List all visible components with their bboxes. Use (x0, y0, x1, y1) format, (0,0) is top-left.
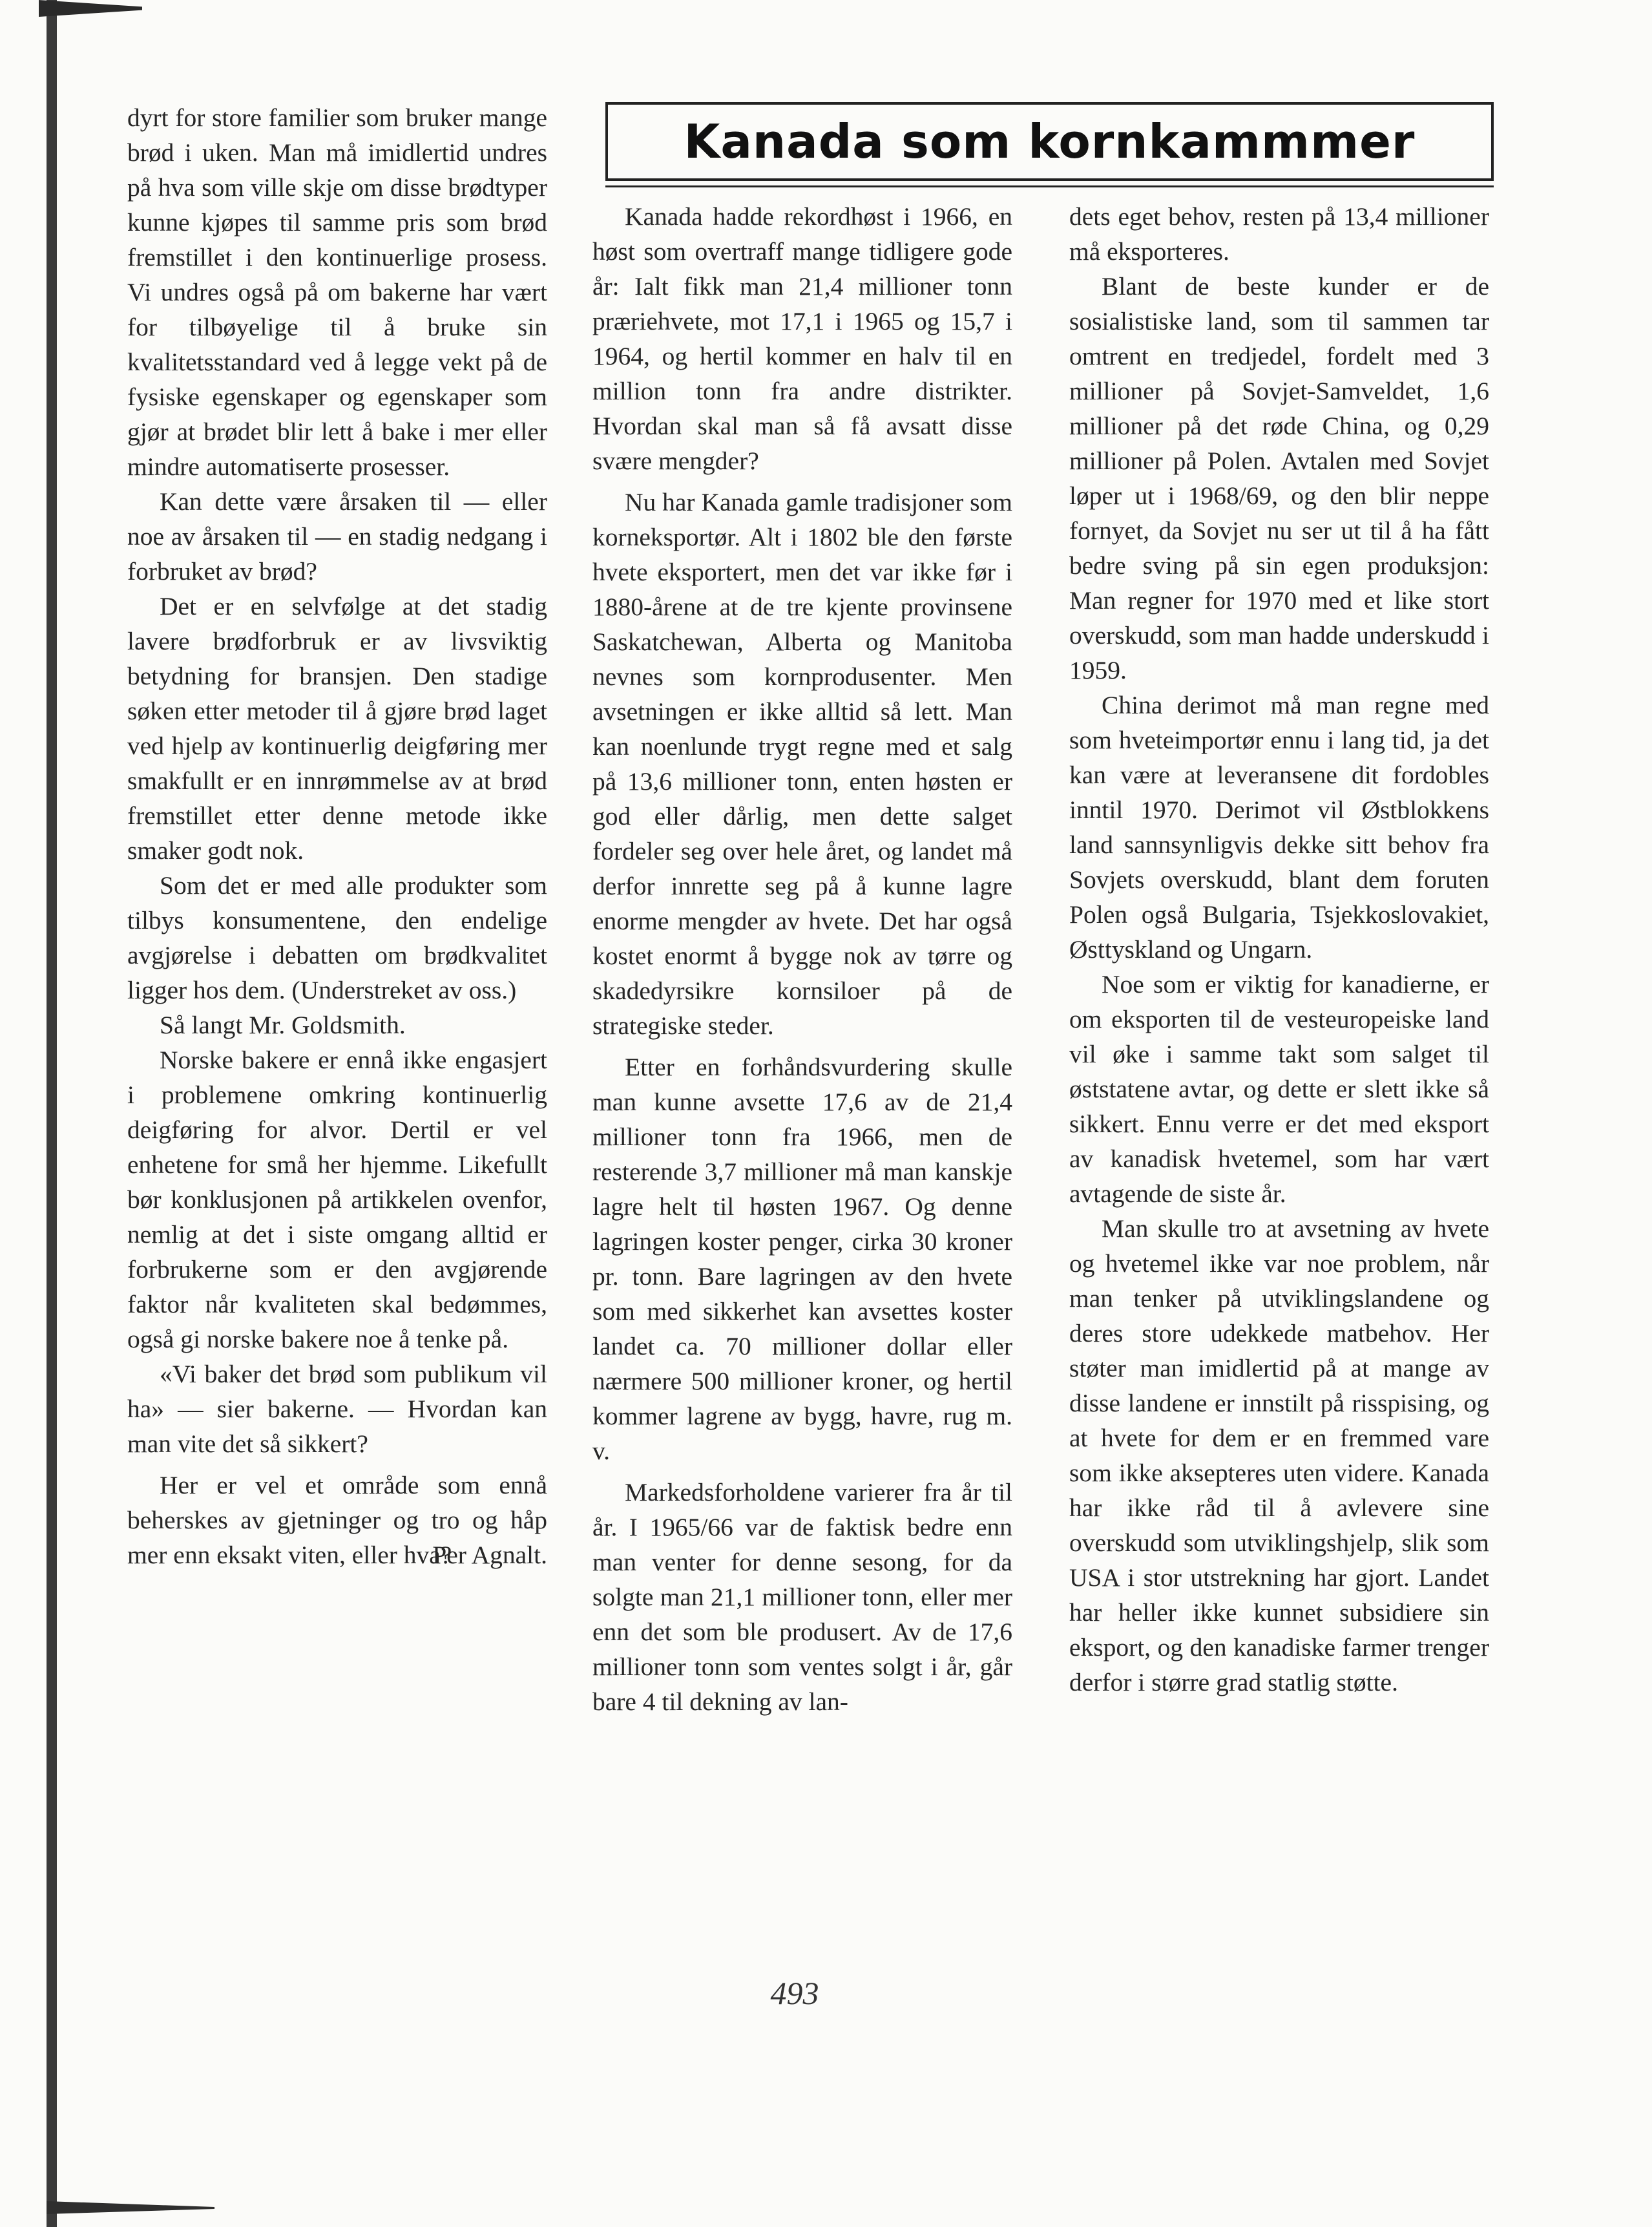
scan-corner-mark (39, 0, 142, 17)
paragraph: Nu har Kanada gamle tradisjoner som korneksportør. Alt i 1802 ble den første hvete eksportert, men det var ikke før i 1880-årene at de tre kjente provinsene Saskatchewan, Alberta og Manitoba nevnes som kornprodusenter. Men avsetningen er ikke alltid så lett. Man kan noenlunde trygt regne med et salg på 13,6 millioner tonn, enten høsten er god eller dårlig, men dette salget fordeler seg over hele året, og landet må derfor innrette seg på å kunne lagre enorme mengder av hvete. Det har også kostet enormt å bygge nok av tørre og skadedyrsikre kornsiloer på de strategiske steder. (592, 488, 1012, 1040)
article-title: Kanada som kornkammmer (684, 114, 1416, 169)
page-binding-edge (47, 0, 57, 2227)
paragraph: Det er en selvfølge at det stadig lavere brødforbruk er av livsviktig betydning for bransjen. Den stadige søken etter metoder til å gjøre brød laget ved hjelp av kontinuerlig deigføring mer smakfullt er en innrømmelse av at brød fremstillet etter denne metode ikke smaker godt nok. (127, 592, 547, 865)
paragraph: Som det er med alle produkter som tilbys konsumentene, den endelige avgjørelse i debatten om brødkvalitet ligger hos dem. (Understreket av oss.) (127, 871, 547, 1004)
paragraph: «Vi baker det brød som publikum vil ha» — sier bakerne. — Hvordan kan man vite det så sikkert? (127, 1360, 547, 1458)
paragraph: Kanada hadde rekordhøst i 1966, en høst som overtraff mange tidligere gode år: Ialt fikk man 21,4 millioner tonn præriehvete, mot 17,1 i 1965 og 15,7 i 1964, og hertil kommer en halv til en million tonn fra andre distrikter. Hvordan skal man så få avsatt disse svære mengder? (592, 202, 1012, 475)
right-column (1069, 199, 1489, 1700)
paragraph: dyrt for store familier som bruker mange brød i uken. Man må imidlertid undres på hva som ville skje om disse brødtyper kunne kjøpes til samme pris som brød fremstillet i den kontinuerlige prosess. Vi undres også på om bakerne har vært for tilbøyelige til å bruke sin kvalitetsstandard ved å legge vekt på de fysiske egenskaper og egenskaper som gjør at brødet blir lett å bake i mer eller mindre automatiserte prosesser. (127, 103, 547, 481)
article-title-box (605, 102, 1494, 181)
middle-column (592, 199, 1012, 1719)
paragraph: dets eget behov, resten på 13,4 millioner må eksporteres. (1069, 202, 1489, 266)
paragraph: Man skulle tro at avsetning av hvete og hvetemel ikke var noe problem, når man tenker på utviklingslandene og deres store udekkede matbehov. Her støter man imidlertid på at mange av disse landene er innstilt på risspising, og at hvete for dem er en fremmed vare som ikke aksepteres uten videre. Kanada har ikke råd til å avlevere sine overskudd som utviklingshjelp, slik som USA i stor utstrekning har gjort. Landet har heller ikke kunnet subsidiere sin eksport, og den kanadiske farmer trenger derfor i større grad statlig støtte. (1069, 1214, 1489, 1696)
scan-bottom-mark (47, 2201, 214, 2214)
paragraph: Kan dette være årsaken til — eller noe av årsaken til — en stadig nedgang i forbruket av brød? (127, 487, 547, 586)
paragraph: Norske bakere er ennå ikke engasjert i problemene omkring kontinuerlig deigføring for alvor. Dertil er vel enhetene for små her hjemme. Likefullt bør konklusjonen på artikkelen ovenfor, nemlig at det i siste omgang alltid er forbrukerne som er den avgjørende faktor når kvaliteten skal bedømmes, også gi norske bakere noe å tenke på. (127, 1046, 547, 1353)
paragraph: Blant de beste kunder er de sosialistiske land, som til sammen tar omtrent en tredjedel, fordelt med 3 millioner på Sovjet-Samveldet, 1,6 millioner på det røde China, og 0,29 millioner på Polen. Avtalen med Sovjet løper ut i 1968/69, og den blir neppe fornyet, da Sovjet nu ser ut til å ha fått bedre sving på sin egen produksjon: Man regner for 1970 med et like stort overskudd, som man hadde underskudd i 1959. (1069, 272, 1489, 684)
left-column (127, 100, 547, 1572)
page-number: 493 (770, 1975, 819, 2011)
paragraph: China derimot må man regne med som hveteimportør ennu i lang tid, ja det kan være at leveransene dit fordobles inntil 1970. Derimot vil Østblokkens land sannsynligvis dekke sitt behov fra Sovjets overskudd, blant dem foruten Polen også Bulgaria, Tsjekkoslovakiet, Østtyskland og Ungarn. (1069, 691, 1489, 964)
paragraph: Markedsforholdene varierer fra år til år. I 1965/66 var de faktisk bedre enn man venter for denne sesong, for da solgte man 21,1 millioner tonn, eller mer enn det som ble produsert. Av de 17,6 millioner tonn som ventes solgt i år, går bare 4 til dekning av lan- (592, 1478, 1012, 1716)
paragraph: Her er vel et område som ennå beherskes av gjetninger og tro og håp mer enn eksakt viten, eller hva? (127, 1471, 547, 1569)
paragraph: Etter en forhåndsvurdering skulle man kunne avsette 17,6 av de 21,4 millioner tonn fra 1966, men de resterende 3,7 millioner må man kanskje lagre helt til høsten 1967. Og denne lagringen koster penger, cirka 30 kroner pr. tonn. Bare lagringen av den hvete som med sikkerhet kan avsettes koster landet ca. 70 millioner dollar eller nærmere 500 millioner kroner, og hertil kommer lagrene av bygg, havre, rug m. v. (592, 1053, 1012, 1465)
paragraph: Noe som er viktig for kanadierne, er om eksporten til de vesteuropeiske land vil øke i samme takt som salget til øststatene avtar, og dette er slett ikke så sikkert. Ennu verre er det med eksport av kanadisk hvetemel, som har vært avtagende de siste år. (1069, 970, 1489, 1208)
paragraph: Så langt Mr. Goldsmith. (160, 1011, 406, 1039)
signature-text: Per Agnalt. (432, 1541, 547, 1569)
